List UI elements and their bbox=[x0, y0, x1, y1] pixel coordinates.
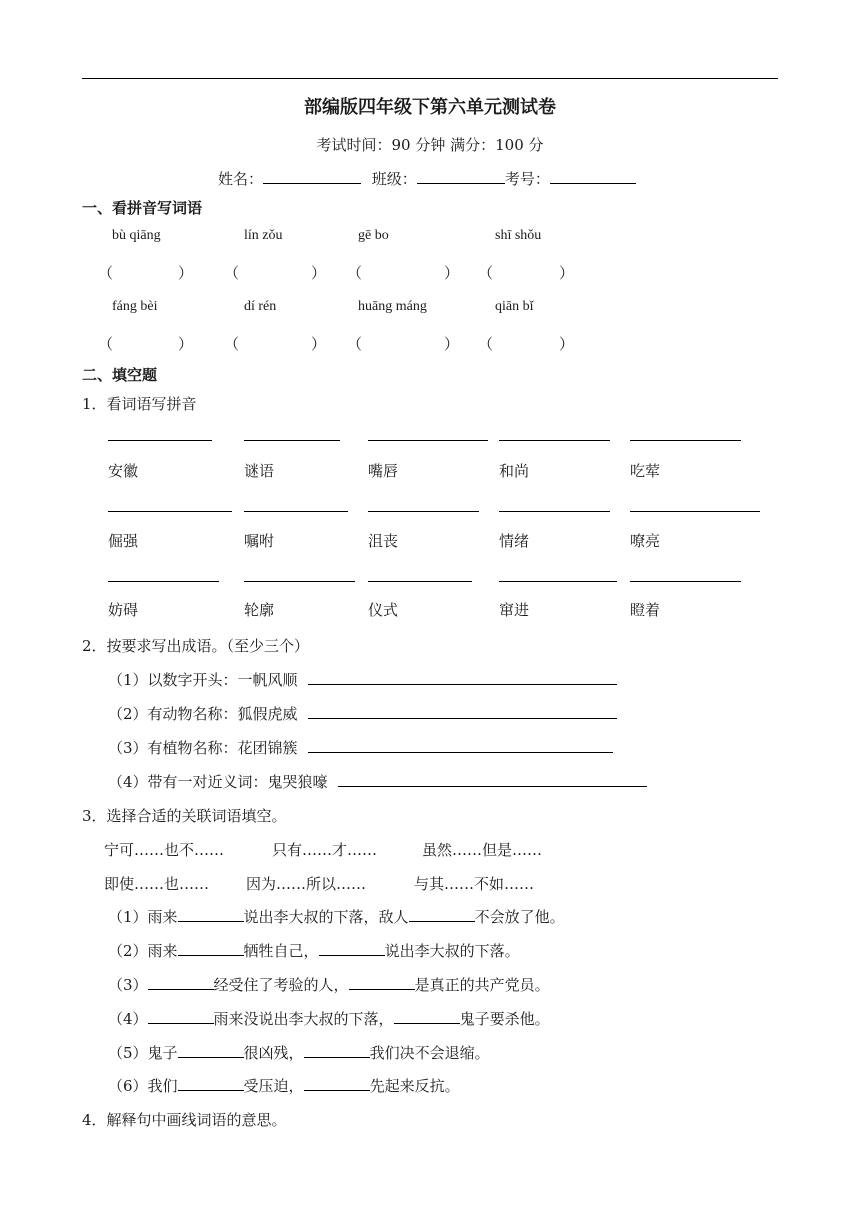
name-label: 姓名： bbox=[218, 170, 264, 188]
fill-sentence: （3） 经受住了考验的人， 是真正的共产党员。 bbox=[108, 976, 550, 994]
pinyin-item: fáng bèi bbox=[112, 299, 158, 314]
class-field[interactable] bbox=[417, 169, 505, 184]
fill-blank[interactable] bbox=[349, 975, 415, 990]
pinyin-answer-line[interactable] bbox=[368, 511, 479, 512]
fill-blank[interactable] bbox=[409, 907, 475, 922]
fill-blank[interactable] bbox=[178, 907, 244, 922]
fill-blank[interactable] bbox=[304, 1043, 370, 1058]
vocab-word: 嘱咐 bbox=[244, 532, 275, 550]
pinyin-item: dí rén bbox=[244, 299, 277, 314]
pinyin-answer-line[interactable] bbox=[499, 440, 610, 441]
pinyin-answer-line[interactable] bbox=[630, 581, 741, 582]
fill-sentence: （6）我们 受压迫， 先起来反抗。 bbox=[108, 1077, 460, 1095]
page-title: 部编版四年级下第六单元测试卷 bbox=[304, 97, 556, 118]
vocab-word: 仪式 bbox=[368, 601, 399, 619]
vocab-word: 和尚 bbox=[499, 462, 530, 480]
fill-blank[interactable] bbox=[394, 1009, 460, 1024]
conjunction-option: 即使……也…… bbox=[104, 875, 210, 893]
pinyin-answer-line[interactable] bbox=[108, 511, 232, 512]
fill-sentence: （4） 雨来没说出李大叔的下落， 鬼子要杀他。 bbox=[108, 1010, 550, 1028]
q3-prompt: 3．选择合适的关联词语填空。 bbox=[82, 807, 287, 825]
fill-blank[interactable] bbox=[148, 975, 214, 990]
conjunction-option: 因为……所以…… bbox=[246, 875, 367, 893]
conjunction-option: 宁可……也不…… bbox=[104, 841, 225, 859]
idiom-answer-line[interactable] bbox=[338, 772, 647, 787]
pinyin-answer-line[interactable] bbox=[368, 581, 472, 582]
vocab-word: 瞪着 bbox=[630, 601, 661, 619]
exam-info: 考试时间：90 分钟 满分：100 分 bbox=[316, 136, 544, 154]
vocab-word: 窜进 bbox=[499, 601, 530, 619]
pinyin-item: bù qiāng bbox=[112, 228, 161, 243]
q4-prompt: 4．解释句中画线词语的意思。 bbox=[82, 1111, 287, 1129]
pinyin-answer-line[interactable] bbox=[630, 440, 741, 441]
pinyin-item: lín zǒu bbox=[244, 228, 283, 243]
vocab-word: 倔强 bbox=[108, 532, 139, 550]
pinyin-answer-line[interactable] bbox=[108, 440, 212, 441]
vocab-word: 吃荤 bbox=[630, 462, 661, 480]
vocab-word: 嘹亮 bbox=[630, 532, 661, 550]
vocab-word: 沮丧 bbox=[368, 532, 399, 550]
pinyin-item: gē bo bbox=[358, 228, 389, 243]
idiom-item: （2）有动物名称：狐假虎威 bbox=[108, 703, 617, 724]
fill-sentence: （2）雨来 牺牲自己， 说出李大叔的下落。 bbox=[108, 942, 520, 960]
q1-prompt: 1．看词语写拼音 bbox=[82, 395, 197, 413]
idiom-answer-line[interactable] bbox=[308, 704, 617, 719]
fill-blank[interactable] bbox=[319, 941, 385, 956]
pinyin-answer-line[interactable] bbox=[368, 440, 488, 441]
q2-prompt: 2．按要求写出成语。（至少三个） bbox=[82, 637, 310, 655]
pinyin-answer-line[interactable] bbox=[630, 511, 760, 512]
vocab-word: 轮廓 bbox=[244, 601, 275, 619]
vocab-word: 嘴唇 bbox=[368, 462, 399, 480]
pinyin-answer-line[interactable] bbox=[499, 511, 610, 512]
number-label: 考号： bbox=[504, 170, 550, 188]
pinyin-answer-line[interactable] bbox=[108, 581, 219, 582]
fill-blank[interactable] bbox=[178, 1076, 244, 1091]
pinyin-item: shī shǒu bbox=[495, 228, 542, 243]
vocab-word: 安徽 bbox=[108, 462, 139, 480]
section1-heading: 一、看拼音写词语 bbox=[82, 199, 203, 217]
fill-sentence: （5）鬼子 很凶残， 我们决不会退缩。 bbox=[108, 1044, 490, 1062]
idiom-item: （4）带有一对近义词：鬼哭狼嚎 bbox=[108, 771, 647, 792]
pinyin-item: huāng máng bbox=[358, 299, 427, 314]
vocab-word: 妨碍 bbox=[108, 601, 139, 619]
pinyin-item: qiān bǐ bbox=[495, 299, 534, 314]
idiom-answer-line[interactable] bbox=[308, 670, 617, 685]
header-rule bbox=[82, 78, 778, 79]
pinyin-answer-line[interactable] bbox=[499, 581, 617, 582]
pinyin-answer-line[interactable] bbox=[244, 581, 355, 582]
pinyin-answer-line[interactable] bbox=[244, 511, 348, 512]
conjunction-option: 虽然……但是…… bbox=[422, 841, 543, 859]
idiom-item: （3）有植物名称：花团锦簇 bbox=[108, 737, 613, 758]
section2-heading: 二、填空题 bbox=[82, 366, 158, 384]
conjunction-option: 只有……才…… bbox=[272, 841, 378, 859]
fill-sentence: （1）雨来 说出李大叔的下落，敌人 不会放了他。 bbox=[108, 908, 565, 926]
fill-blank[interactable] bbox=[304, 1076, 370, 1091]
vocab-word: 情绪 bbox=[499, 532, 530, 550]
fill-blank[interactable] bbox=[178, 1043, 244, 1058]
name-field[interactable] bbox=[263, 169, 361, 184]
student-info-line bbox=[218, 168, 636, 189]
fill-blank[interactable] bbox=[178, 941, 244, 956]
vocab-word: 谜语 bbox=[244, 462, 275, 480]
conjunction-option: 与其……不如…… bbox=[414, 875, 535, 893]
idiom-item: （1）以数字开头：一帆风顺 bbox=[108, 669, 617, 690]
pinyin-answer-line[interactable] bbox=[244, 440, 340, 441]
idiom-answer-line[interactable] bbox=[308, 738, 613, 753]
fill-blank[interactable] bbox=[148, 1009, 214, 1024]
number-field[interactable] bbox=[550, 169, 636, 184]
class-label: 班级： bbox=[371, 170, 417, 188]
